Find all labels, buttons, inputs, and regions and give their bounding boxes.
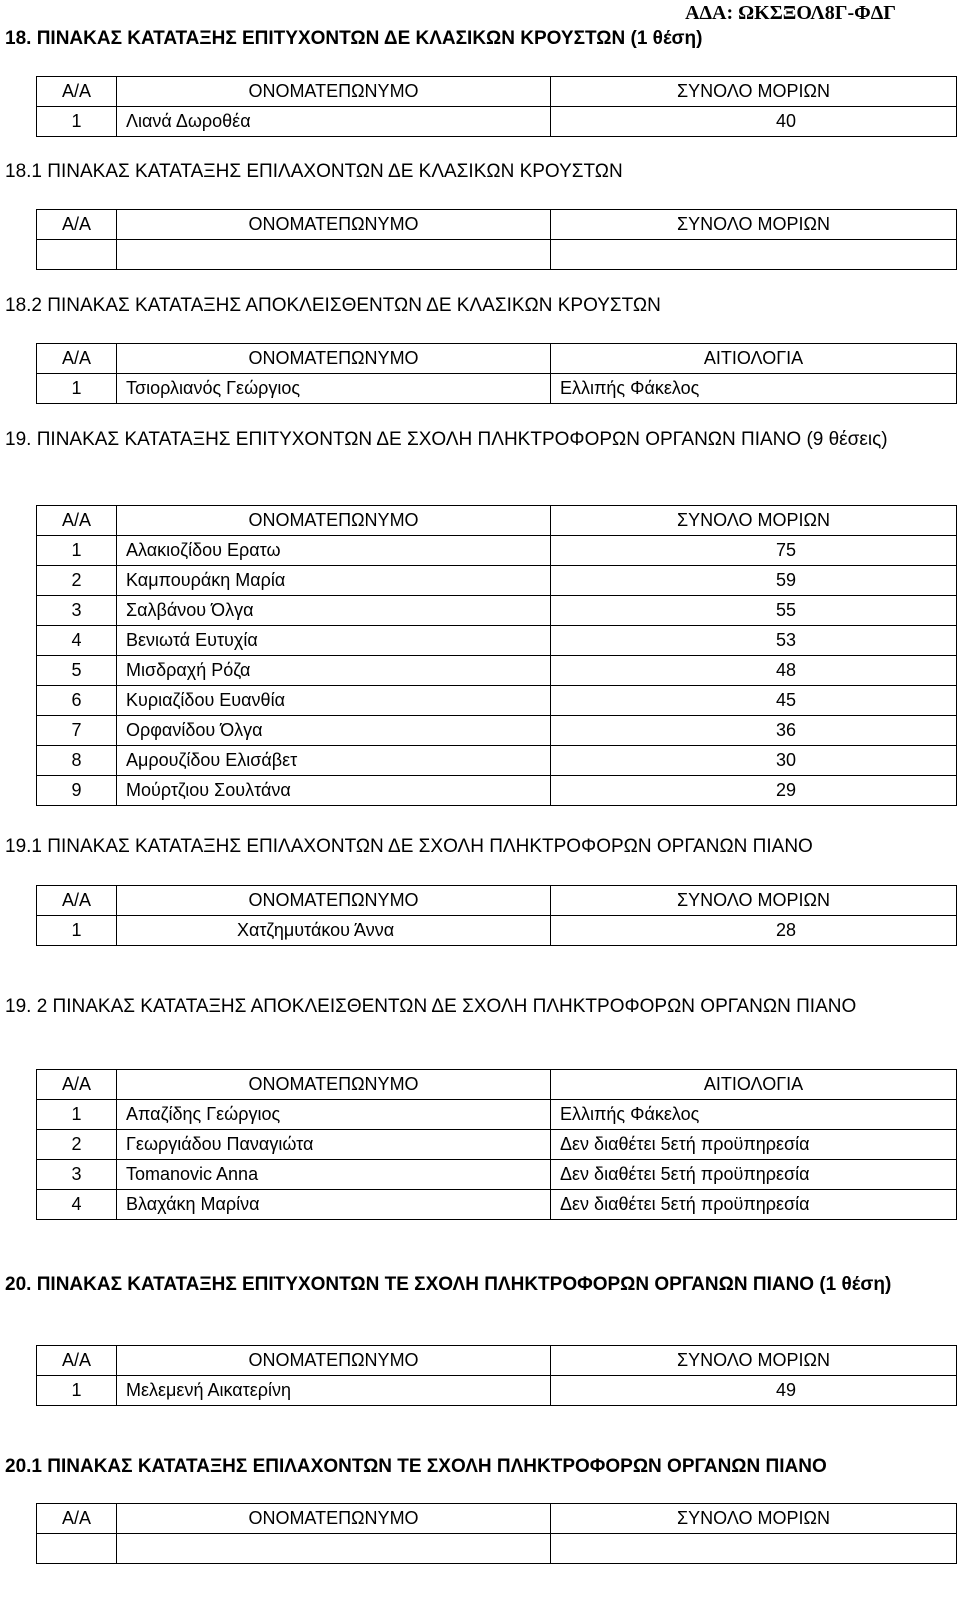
header-aa: Α/Α (37, 77, 117, 107)
table-18-2 (36, 343, 957, 404)
row-name: Απαζίδης Γεώργιος (117, 1100, 551, 1130)
row-number: 1 (37, 536, 117, 566)
table-row (37, 746, 957, 776)
header-aa: Α/Α (37, 886, 117, 916)
table-header-row (37, 506, 957, 536)
row-number: 6 (37, 686, 117, 716)
header-aa: Α/Α (37, 1070, 117, 1100)
header-total: ΣΥΝΟΛΟ ΜΟΡΙΩΝ (551, 77, 957, 107)
header-name: ΟΝΟΜΑΤΕΠΩΝΥΜΟ (117, 77, 551, 107)
row-score: 59 (551, 566, 957, 596)
table-header-row (37, 1504, 957, 1534)
row-number: 2 (37, 1130, 117, 1160)
table-row (37, 374, 957, 404)
row-reason: Δεν διαθέτει 5ετή προϋπηρεσία (551, 1130, 957, 1160)
table-19-1 (36, 885, 957, 946)
row-score: 55 (551, 596, 957, 626)
row-score: 53 (551, 626, 957, 656)
section-18-2-title: 18.2 ΠΙΝΑΚΑΣ ΚΑΤΑΤΑΞΗΣ ΑΠΟΚΛΕΙΣΘΕΝΤΩΝ ΔΕ ΚΛΑΣΙΚΩΝ ΚΡΟΥΣΤΩΝ (5, 295, 661, 316)
section-19-title: 19. ΠΙΝΑΚΑΣ ΚΑΤΑΤΑΞΗΣ ΕΠΙΤΥΧΟΝΤΩΝ ΔΕ ΣΧΟΛΗ ΠΛΗΚΤΡΟΦΟΡΩΝ ΟΡΓΑΝΩΝ ΠΙΑΝΟ (9 θέσεις) (5, 429, 888, 450)
header-name: ΟΝΟΜΑΤΕΠΩΝΥΜΟ (117, 1070, 551, 1100)
section-19-2-title: 19. 2 ΠΙΝΑΚΑΣ ΚΑΤΑΤΑΞΗΣ ΑΠΟΚΛΕΙΣΘΕΝΤΩΝ ΔΕ ΣΧΟΛΗ ΠΛΗΚΤΡΟΦΟΡΩΝ ΟΡΓΑΝΩΝ ΠΙΑΝΟ (5, 996, 857, 1017)
row-score (551, 1534, 957, 1564)
row-score: 40 (551, 107, 957, 137)
table-row (37, 107, 957, 137)
header-total: ΣΥΝΟΛΟ ΜΟΡΙΩΝ (551, 1504, 957, 1534)
row-reason: Ελλιπής Φάκελος (551, 1100, 957, 1130)
section-19-1-title: 19.1 ΠΙΝΑΚΑΣ ΚΑΤΑΤΑΞΗΣ ΕΠΙΛΑΧΟΝΤΩΝ ΔΕ ΣΧΟΛΗ ΠΛΗΚΤΡΟΦΟΡΩΝ ΟΡΓΑΝΩΝ ΠΙΑΝΟ (5, 836, 813, 857)
header-name: ΟΝΟΜΑΤΕΠΩΝΥΜΟ (117, 1504, 551, 1534)
row-number (37, 240, 117, 270)
table-row (37, 716, 957, 746)
table-row (37, 626, 957, 656)
row-name: Αλακιοζίδου Ερατω (117, 536, 551, 566)
row-number: 9 (37, 776, 117, 806)
row-name: Γεωργιάδου Παναγιώτα (117, 1130, 551, 1160)
row-name: Μισδραχή Ρόζα (117, 656, 551, 686)
row-number: 1 (37, 1100, 117, 1130)
section-18-title: 18. ΠΙΝΑΚΑΣ ΚΑΤΑΤΑΞΗΣ ΕΠΙΤΥΧΟΝΤΩΝ ΔΕ ΚΛΑΣΙΚΩΝ ΚΡΟΥΣΤΩΝ (1 θέση) (5, 28, 703, 49)
table-header-row (37, 344, 957, 374)
row-score (551, 240, 957, 270)
section-20-title: 20. ΠΙΝΑΚΑΣ ΚΑΤΑΤΑΞΗΣ ΕΠΙΤΥΧΟΝΤΩΝ ΤΕ ΣΧΟΛΗ ΠΛΗΚΤΡΟΦΟΡΩΝ ΟΡΓΑΝΩΝ ΠΙΑΝΟ (1 θέση) (5, 1274, 892, 1295)
row-number: 3 (37, 1160, 117, 1190)
table-19-2 (36, 1069, 957, 1220)
header-name: ΟΝΟΜΑΤΕΠΩΝΥΜΟ (117, 1346, 551, 1376)
table-20-1 (36, 1503, 957, 1564)
header-aa: Α/Α (37, 1346, 117, 1376)
table-row (37, 566, 957, 596)
row-name (117, 1534, 551, 1564)
table-18-1 (36, 209, 957, 270)
header-name: ΟΝΟΜΑΤΕΠΩΝΥΜΟ (117, 344, 551, 374)
row-name: Αμρουζίδου Ελισάβετ (117, 746, 551, 776)
table-row (37, 1130, 957, 1160)
row-number: 7 (37, 716, 117, 746)
row-score: 36 (551, 716, 957, 746)
row-name (117, 240, 551, 270)
table-19 (36, 505, 957, 806)
row-score: 49 (551, 1376, 957, 1406)
row-name: Tomanovic Anna (117, 1160, 551, 1190)
header-reason: ΑΙΤΙΟΛΟΓΙΑ (551, 1070, 957, 1100)
row-name: Καμπουράκη Μαρία (117, 566, 551, 596)
row-number: 1 (37, 916, 117, 946)
header-total: ΣΥΝΟΛΟ ΜΟΡΙΩΝ (551, 210, 957, 240)
row-name: Μελεμενή Αικατερίνη (117, 1376, 551, 1406)
row-score: 48 (551, 656, 957, 686)
table-20 (36, 1345, 957, 1406)
row-name: Τσιορλιανός Γεώργιος (117, 374, 551, 404)
row-name: Βενιωτά Ευτυχία (117, 626, 551, 656)
row-name: Ορφανίδου Όλγα (117, 716, 551, 746)
row-score: 28 (551, 916, 957, 946)
table-row (37, 916, 957, 946)
row-reason: Δεν διαθέτει 5ετή προϋπηρεσία (551, 1190, 957, 1220)
header-name: ΟΝΟΜΑΤΕΠΩΝΥΜΟ (117, 886, 551, 916)
section-18-1-title: 18.1 ΠΙΝΑΚΑΣ ΚΑΤΑΤΑΞΗΣ ΕΠΙΛΑΧΟΝΤΩΝ ΔΕ ΚΛΑΣΙΚΩΝ ΚΡΟΥΣΤΩΝ (5, 161, 623, 182)
row-score: 45 (551, 686, 957, 716)
table-row (37, 656, 957, 686)
header-reason: ΑΙΤΙΟΛΟΓΙΑ (551, 344, 957, 374)
table-row (37, 686, 957, 716)
ada-code: ΑΔΑ: ΩΚΣΞΟΛ8Γ-ΦΔΓ (685, 2, 896, 24)
table-header-row (37, 210, 957, 240)
row-score: 29 (551, 776, 957, 806)
row-number: 3 (37, 596, 117, 626)
row-number: 8 (37, 746, 117, 776)
table-header-row (37, 1346, 957, 1376)
row-name: Λιανά Δωροθέα (117, 107, 551, 137)
row-number: 4 (37, 1190, 117, 1220)
row-reason: Ελλιπής Φάκελος (551, 374, 957, 404)
table-row (37, 1190, 957, 1220)
table-row (37, 1100, 957, 1130)
table-header-row (37, 77, 957, 107)
row-score: 75 (551, 536, 957, 566)
row-reason: Δεν διαθέτει 5ετή προϋπηρεσία (551, 1160, 957, 1190)
row-score: 30 (551, 746, 957, 776)
row-name: Κυριαζίδου Ευανθία (117, 686, 551, 716)
table-row (37, 536, 957, 566)
table-header-row (37, 886, 957, 916)
table-row (37, 1160, 957, 1190)
table-row-empty (37, 1534, 957, 1564)
table-18 (36, 76, 957, 137)
table-row (37, 1376, 957, 1406)
row-number: 1 (37, 107, 117, 137)
header-aa: Α/Α (37, 1504, 117, 1534)
header-aa: Α/Α (37, 506, 117, 536)
row-number: 4 (37, 626, 117, 656)
row-number: 1 (37, 1376, 117, 1406)
row-number: 1 (37, 374, 117, 404)
row-name: Σαλβάνου Όλγα (117, 596, 551, 626)
section-20-1-title: 20.1 ΠΙΝΑΚΑΣ ΚΑΤΑΤΑΞΗΣ ΕΠΙΛΑΧΟΝΤΩΝ ΤΕ ΣΧΟΛΗ ΠΛΗΚΤΡΟΦΟΡΩΝ ΟΡΓΑΝΩΝ ΠΙΑΝΟ (5, 1456, 827, 1477)
table-row-empty (37, 240, 957, 270)
header-aa: Α/Α (37, 210, 117, 240)
row-name: Χατζημυτάκου Άννα (117, 916, 551, 946)
header-total: ΣΥΝΟΛΟ ΜΟΡΙΩΝ (551, 506, 957, 536)
header-name: ΟΝΟΜΑΤΕΠΩΝΥΜΟ (117, 210, 551, 240)
header-total: ΣΥΝΟΛΟ ΜΟΡΙΩΝ (551, 1346, 957, 1376)
table-row (37, 776, 957, 806)
header-aa: Α/Α (37, 344, 117, 374)
row-name: Βλαχάκη Μαρίνα (117, 1190, 551, 1220)
row-number (37, 1534, 117, 1564)
table-header-row (37, 1070, 957, 1100)
row-name: Μούρτζιου Σουλτάνα (117, 776, 551, 806)
header-total: ΣΥΝΟΛΟ ΜΟΡΙΩΝ (551, 886, 957, 916)
row-number: 2 (37, 566, 117, 596)
table-row (37, 596, 957, 626)
row-number: 5 (37, 656, 117, 686)
header-name: ΟΝΟΜΑΤΕΠΩΝΥΜΟ (117, 506, 551, 536)
